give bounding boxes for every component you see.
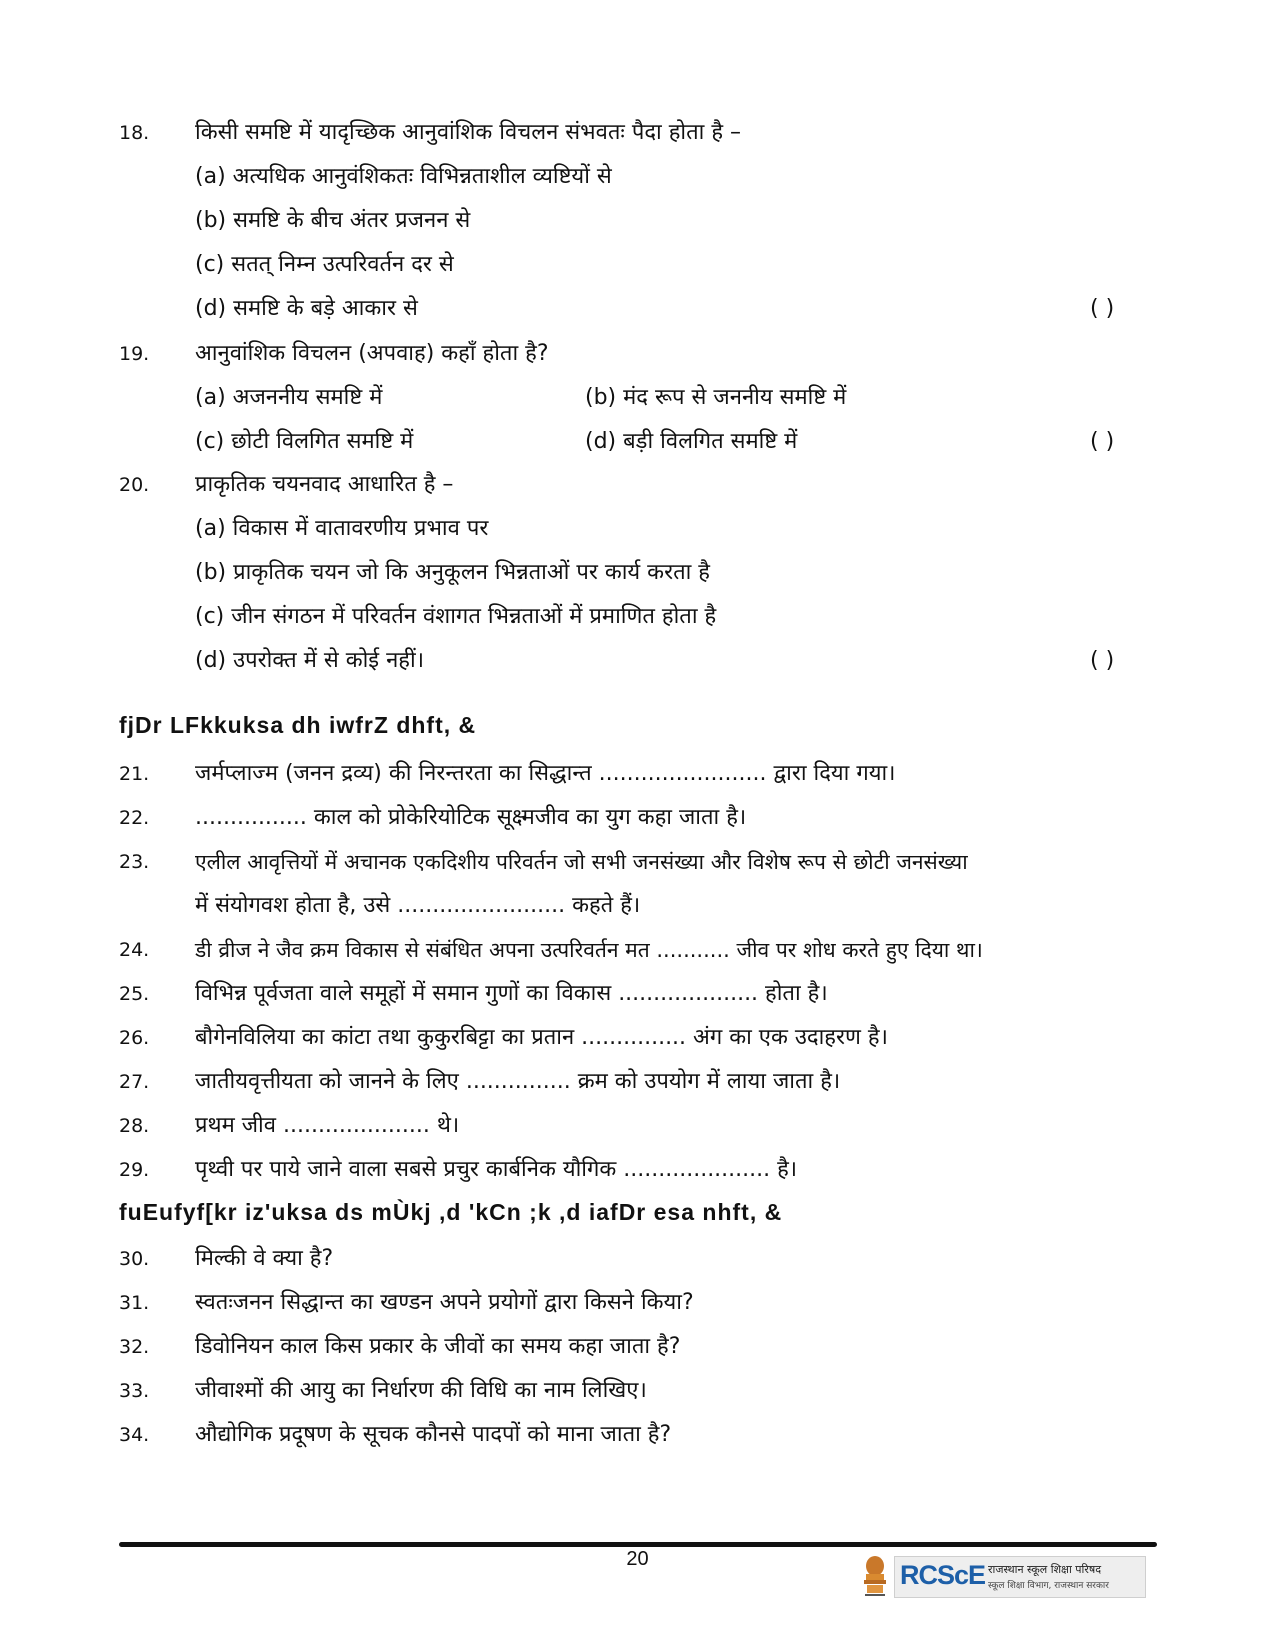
question-text: ................ काल को प्रोकेरियोटिक सूक्ष्मजीव का युग कहा जाता है। bbox=[195, 805, 747, 830]
logo-subtitle-small: स्कूल शिक्षा विभाग, राजस्थान सरकार bbox=[988, 1581, 1109, 1591]
question-number: 23. bbox=[119, 851, 150, 873]
question-number: 24. bbox=[119, 939, 150, 961]
option-b: (b) प्राकृतिक चयन जो कि अनुकूलन भिन्नताओं पर कार्य करता है bbox=[195, 560, 710, 585]
question-text-continued: में संयोगवश होता है, उसे ........................ कहते हैं। bbox=[195, 893, 641, 918]
option-c: (c) सतत् निम्न उत्परिवर्तन दर से bbox=[195, 252, 454, 277]
question-number: 30. bbox=[119, 1248, 150, 1270]
option-a: (a) विकास में वातावरणीय प्रभाव पर bbox=[195, 516, 489, 541]
section-heading-short-answer: fuEufyf[kr iz'uksa ds mÙkj ,d 'kCn ;k ,d iafDr esa nhft, & bbox=[119, 1199, 783, 1225]
question-text: जातीयवृत्तीयता को जानने के लिए ............... क्रम को उपयोग में लाया जाता है। bbox=[195, 1069, 841, 1094]
question-number: 26. bbox=[119, 1027, 150, 1049]
question-text: किसी समष्टि में यादृच्छिक आनुवांशिक विचलन संभवतः पैदा होता है – bbox=[195, 120, 742, 145]
ashoka-emblem-icon bbox=[860, 1554, 890, 1600]
option-c: (c) छोटी विलगित समष्टि में bbox=[195, 429, 414, 454]
option-d: (d) समष्टि के बड़े आकार से bbox=[195, 296, 418, 321]
option-a: (a) अजननीय समष्टि में bbox=[195, 385, 383, 410]
question-number: 21. bbox=[119, 763, 150, 785]
answer-bracket: ( ) bbox=[1090, 296, 1115, 321]
logo-wordmark: RCScE bbox=[900, 1560, 986, 1590]
option-d: (d) बड़ी विलगित समष्टि में bbox=[585, 429, 798, 454]
option-a: (a) अत्यधिक आनुवंशिकतः विभिन्नताशील व्यष्टियों से bbox=[195, 164, 612, 189]
question-text: आनुवांशिक विचलन (अपवाह) कहाँ होता है? bbox=[195, 341, 549, 366]
question-number: 34. bbox=[119, 1424, 150, 1446]
footer-rule bbox=[119, 1542, 1157, 1547]
option-c: (c) जीन संगठन में परिवर्तन वंशागत भिन्नताओं में प्रमाणित होता है bbox=[195, 604, 717, 629]
question-text: औद्योगिक प्रदूषण के सूचक कौनसे पादपों को माना जाता है? bbox=[195, 1422, 672, 1447]
question-number: 20. bbox=[119, 474, 150, 496]
question-text: जर्मप्लाज्म (जनन द्रव्य) की निरन्तरता का सिद्धान्त ........................ द्वारा दिया गया। bbox=[195, 761, 896, 786]
question-number: 31. bbox=[119, 1292, 150, 1314]
question-text: मिल्की वे क्या है? bbox=[195, 1246, 334, 1271]
answer-bracket: ( ) bbox=[1090, 648, 1115, 673]
rcsce-logo bbox=[860, 1552, 1145, 1604]
question-number: 29. bbox=[119, 1159, 150, 1181]
question-text: जीवाश्मों की आयु का निर्धारण की विधि का नाम लिखिए। bbox=[195, 1378, 647, 1403]
question-number: 18. bbox=[119, 122, 150, 144]
question-text: स्वतःजनन सिद्धान्त का खण्डन अपने प्रयोगों द्वारा किसने किया? bbox=[195, 1290, 694, 1315]
question-text: डी व्रीज ने जैव क्रम विकास से संबंधित अपना उत्परिवर्तन मत ........... जीव पर शोध करते हुए दिया था। bbox=[195, 938, 983, 962]
question-text: एलील आवृत्तियों में अचानक एकदिशीय परिवर्तन जो सभी जनसंख्या और विशेष रूप से छोटी जनसंख्या bbox=[195, 850, 968, 874]
question-number: 27. bbox=[119, 1071, 150, 1093]
question-text: प्रथम जीव ..................... थे। bbox=[195, 1113, 460, 1138]
logo-subtitle: राजस्थान स्कूल शिक्षा परिषद bbox=[988, 1563, 1102, 1576]
question-number: 32. bbox=[119, 1336, 150, 1358]
answer-bracket: ( ) bbox=[1090, 429, 1115, 454]
question-number: 28. bbox=[119, 1115, 150, 1137]
question-text: विभिन्न पूर्वजता वाले समूहों में समान गुणों का विकास .................... होता है। bbox=[195, 981, 828, 1006]
question-text: डिवोनियन काल किस प्रकार के जीवों का समय कहा जाता है? bbox=[195, 1334, 681, 1359]
question-text: प्राकृतिक चयनवाद आधारित है – bbox=[195, 472, 454, 497]
section-heading-fill-blanks: fjDr LFkkuksa dh iwfrZ dhft, & bbox=[119, 712, 477, 738]
question-number: 22. bbox=[119, 807, 150, 829]
option-b: (b) मंद रूप से जननीय समष्टि में bbox=[585, 385, 847, 410]
question-text: पृथ्वी पर पाये जाने वाला सबसे प्रचुर कार्बनिक यौगिक ..................... है। bbox=[195, 1157, 798, 1182]
question-number: 25. bbox=[119, 983, 150, 1005]
question-number: 19. bbox=[119, 343, 150, 365]
question-number: 33. bbox=[119, 1380, 150, 1402]
option-b: (b) समष्टि के बीच अंतर प्रजनन से bbox=[195, 208, 471, 233]
question-text: बौगेनविलिया का कांटा तथा कुकुरबिट्टा का प्रतान ............... अंग का एक उदाहरण है। bbox=[195, 1025, 888, 1050]
option-d: (d) उपरोक्त में से कोई नहीं। bbox=[195, 648, 425, 673]
page-number: 20 bbox=[626, 1548, 649, 1570]
